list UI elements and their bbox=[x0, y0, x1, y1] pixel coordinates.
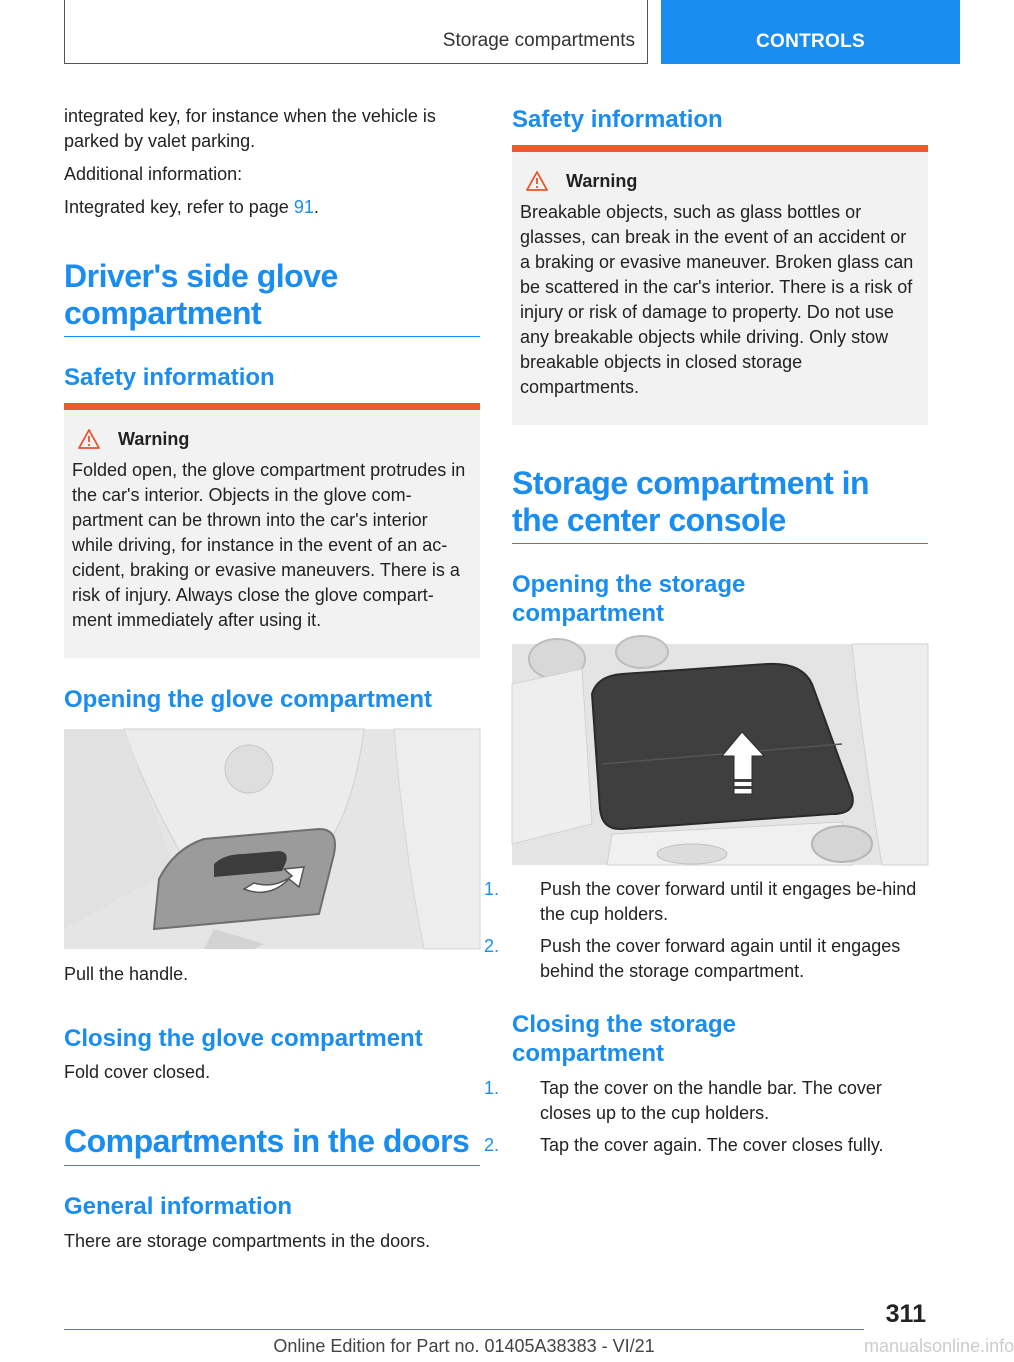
step-text: Push the cover forward until it engages be‐hind the cup holders. bbox=[540, 879, 917, 924]
heading-drivers-glove-compartment: Driver's side glove compartment bbox=[64, 258, 338, 331]
footer-watermark: manualsonline.info bbox=[864, 1336, 1014, 1356]
list-item bbox=[484, 1133, 928, 1158]
footer-edition: Online Edition for Part no. 01405A38383 - VI/21 bbox=[273, 1336, 655, 1356]
additional-info-label: Additional information: bbox=[64, 164, 243, 184]
warning-title-right: Warning bbox=[566, 171, 638, 191]
list-item bbox=[484, 1076, 928, 1126]
page-link-91[interactable]: 91 bbox=[293, 197, 314, 217]
heading-opening-storage: Opening the storage compartment bbox=[512, 571, 746, 627]
step-text: Tap the cover on the handle bar. The cover closes up to the cup holders. bbox=[540, 1078, 882, 1123]
heading-safety-information-right: Safety information bbox=[512, 106, 723, 133]
heading-closing-storage: Closing the storage compartment bbox=[512, 1011, 737, 1067]
warning-title: Warning bbox=[118, 429, 190, 449]
center-console-illustration bbox=[512, 644, 928, 865]
closing-steps-list bbox=[484, 1076, 928, 1158]
doors-heading-block bbox=[64, 1123, 480, 1166]
header-chapter-tab[interactable] bbox=[661, 0, 960, 64]
warning-title-row bbox=[72, 428, 472, 450]
intro-text: integrated key, for instance when the vehicle is parked by valet parking. bbox=[64, 106, 436, 151]
ref-suffix: . bbox=[313, 197, 319, 217]
step-number: 1. bbox=[484, 879, 500, 899]
pull-handle-text: Pull the handle. bbox=[64, 964, 189, 984]
warning-box-glove bbox=[64, 403, 480, 658]
heading-compartments-doors: Compartments in the doors bbox=[64, 1123, 470, 1159]
opening-steps-list bbox=[484, 877, 928, 984]
warning-box-breakable bbox=[512, 145, 928, 425]
step-number: 1. bbox=[484, 1078, 500, 1098]
header-section-title: Storage compartments bbox=[442, 30, 635, 51]
glove-heading-block bbox=[64, 258, 480, 337]
footer-rule bbox=[64, 1329, 864, 1330]
step-text: Push the cover forward again until it engages behind the storage compartment. bbox=[540, 936, 901, 981]
heading-storage-center-console: Storage compartment in the center console bbox=[512, 465, 870, 538]
heading-closing-glove: Closing the glove compartment bbox=[64, 1025, 423, 1052]
console-heading-block bbox=[512, 465, 928, 544]
ref-prefix: Integrated key, refer to page bbox=[64, 197, 294, 217]
warning-text-glove: Folded open, the glove compartment protrudes in the car's interior. Objects in the glove com‐partment can be thrown into the car's interior while driving, for instance in the event of an ac‐cident, braking or evasive maneuvers. There is a risk of injury. Always close the glove compart‐ment immediately after using it. bbox=[72, 460, 466, 630]
header-chapter-label: CONTROLS bbox=[755, 31, 865, 52]
list-item bbox=[484, 934, 928, 984]
fold-cover-text: Fold cover closed. bbox=[64, 1062, 211, 1082]
heading-general-information: General information bbox=[64, 1193, 293, 1220]
warning-triangle-icon bbox=[526, 171, 548, 191]
integrated-key-ref bbox=[64, 195, 319, 220]
page-number: 311 bbox=[885, 1300, 926, 1328]
step-number: 2. bbox=[484, 1135, 500, 1155]
step-number: 2. bbox=[484, 936, 500, 956]
warning-title-row-right bbox=[520, 170, 920, 192]
glove-compartment-illustration bbox=[64, 729, 480, 949]
step-text: Tap the cover again. The cover closes fully. bbox=[540, 1135, 884, 1155]
heading-safety-information-left: Safety information bbox=[64, 364, 275, 391]
warning-triangle-icon bbox=[78, 429, 100, 449]
general-info-text: There are storage compartments in the doors. bbox=[64, 1231, 431, 1251]
heading-opening-glove: Opening the glove compartment bbox=[64, 686, 433, 713]
header-section-box bbox=[64, 0, 648, 64]
list-item bbox=[484, 877, 928, 927]
warning-text-breakable: Breakable objects, such as glass bottles or glasses, can break in the event of an accident or a braking or evasive maneuver. Broken glass can be scattered in the car's interior. There is a risk of injury or risk of damage to property. Do not use any breakable objects while driving. Only stow breakable objects in closed storage compartments. bbox=[520, 202, 914, 397]
